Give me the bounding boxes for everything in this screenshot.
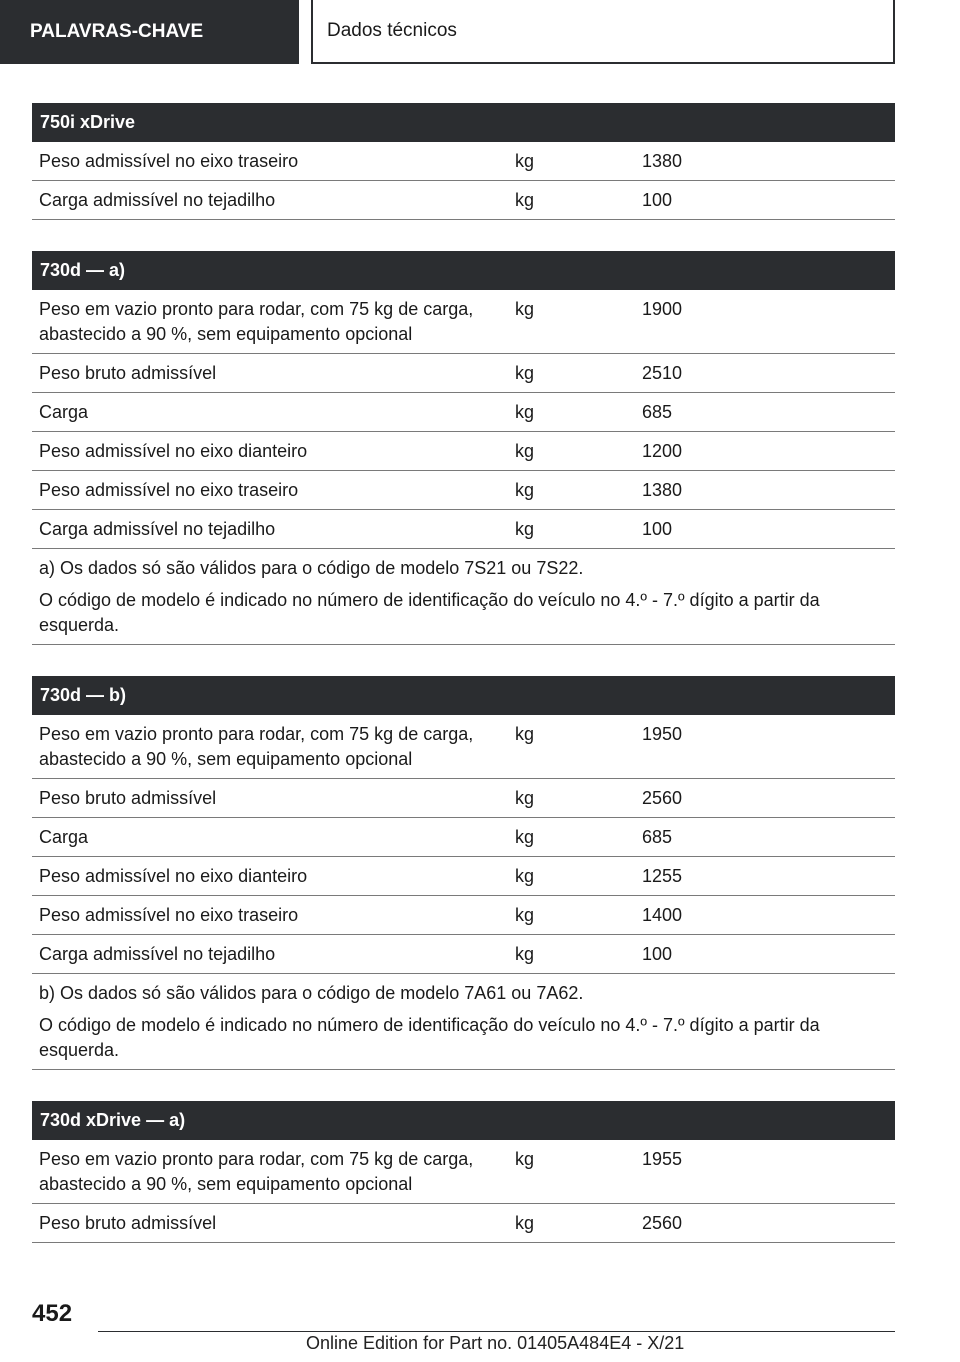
row-value: 1955 <box>642 1149 683 1169</box>
row-value: 2560 <box>642 1213 683 1233</box>
table-row <box>32 1204 895 1243</box>
row-value: 100 <box>642 190 673 210</box>
row-value: 1380 <box>642 480 683 500</box>
table-row <box>32 432 895 471</box>
keywords-tab-label: PALAVRAS-CHAVE <box>30 21 204 42</box>
row-unit: kg <box>515 1149 535 1169</box>
row-label: Peso admissível no eixo traseiro <box>39 151 299 171</box>
table-row <box>32 715 895 779</box>
row-label: Peso em vazio pronto para rodar, com 75 kg de carga, abastecido a 90 %, sem equipamento opcional <box>39 299 474 344</box>
section-title-tab <box>311 0 895 64</box>
row-label: Carga admissível no tejadilho <box>39 190 276 210</box>
row-value: 1400 <box>642 905 683 925</box>
footer-edition-text: Online Edition for Part no. 01405A484E4 - X/21 <box>306 1333 685 1353</box>
row-label: Carga <box>39 402 89 422</box>
table-row <box>32 471 895 510</box>
row-unit: kg <box>515 480 535 500</box>
row-label: Peso admissível no eixo traseiro <box>39 905 299 925</box>
row-unit: kg <box>515 402 535 422</box>
row-value: 685 <box>642 402 673 422</box>
row-value: 1255 <box>642 866 683 886</box>
table-row <box>32 290 895 354</box>
row-value: 2560 <box>642 788 683 808</box>
row-value: 2510 <box>642 363 683 383</box>
section-730d-b <box>32 676 895 1070</box>
row-value: 1380 <box>642 151 683 171</box>
technical-data-tables <box>32 103 895 1274</box>
section-730d-a <box>32 251 895 645</box>
row-unit: kg <box>515 299 535 319</box>
row-label: Peso em vazio pronto para rodar, com 75 kg de carga, abastecido a 90 %, sem equipamento opcional <box>39 1149 474 1194</box>
row-label: Carga admissível no tejadilho <box>39 519 276 539</box>
table-row <box>32 935 895 974</box>
section-750i-xdrive <box>32 103 895 220</box>
row-value: 685 <box>642 827 673 847</box>
table-row <box>32 393 895 432</box>
section-title: Dados técnicos <box>327 20 457 41</box>
row-label: Carga <box>39 827 89 847</box>
row-value: 1200 <box>642 441 683 461</box>
row-unit: kg <box>515 788 535 808</box>
table-row <box>32 779 895 818</box>
row-unit: kg <box>515 190 535 210</box>
table-row <box>32 181 895 220</box>
table-row <box>32 354 895 393</box>
row-value: 100 <box>642 944 673 964</box>
row-value: 100 <box>642 519 673 539</box>
table-row <box>32 857 895 896</box>
keywords-tab[interactable] <box>0 0 299 64</box>
section-footnote <box>32 549 895 645</box>
row-value: 1900 <box>642 299 683 319</box>
table-row <box>32 510 895 549</box>
section-730d-xdrive-a <box>32 1101 895 1243</box>
row-label: Peso bruto admissível <box>39 1213 217 1233</box>
row-label: Peso bruto admissível <box>39 363 217 383</box>
row-unit: kg <box>515 519 535 539</box>
row-label: Peso admissível no eixo dianteiro <box>39 441 308 461</box>
row-label: Peso admissível no eixo dianteiro <box>39 866 308 886</box>
footnote-line: O código de modelo é indicado no número de identificação do veículo no 4.º - 7.º dígito a partir da esquerda. <box>39 590 820 635</box>
row-label: Peso bruto admissível <box>39 788 217 808</box>
table-row <box>32 818 895 857</box>
row-unit: kg <box>515 441 535 461</box>
row-value: 1950 <box>642 724 683 744</box>
section-header: 730d — a) <box>32 251 895 290</box>
section-header: 750i xDrive <box>32 103 895 142</box>
row-unit: kg <box>515 866 535 886</box>
table-row <box>32 896 895 935</box>
section-footnote <box>32 974 895 1070</box>
section-header: 730d xDrive — a) <box>32 1101 895 1140</box>
footnote-line: b) Os dados só são válidos para o código de modelo 7A61 ou 7A62. <box>39 983 584 1003</box>
row-unit: kg <box>515 151 535 171</box>
row-unit: kg <box>515 944 535 964</box>
row-unit: kg <box>515 827 535 847</box>
footer-divider <box>98 1331 895 1332</box>
row-label: Peso admissível no eixo traseiro <box>39 480 299 500</box>
row-unit: kg <box>515 905 535 925</box>
table-row <box>32 142 895 181</box>
row-unit: kg <box>515 1213 535 1233</box>
footnote-line: O código de modelo é indicado no número de identificação do veículo no 4.º - 7.º dígito a partir da esquerda. <box>39 1015 820 1060</box>
footnote-line: a) Os dados só são válidos para o código de modelo 7S21 ou 7S22. <box>39 558 584 578</box>
table-row <box>32 1140 895 1204</box>
row-label: Carga admissível no tejadilho <box>39 944 276 964</box>
row-label: Peso em vazio pronto para rodar, com 75 kg de carga, abastecido a 90 %, sem equipamento opcional <box>39 724 474 769</box>
section-header: 730d — b) <box>32 676 895 715</box>
page-number: 452 <box>32 1300 73 1327</box>
row-unit: kg <box>515 724 535 744</box>
row-unit: kg <box>515 363 535 383</box>
